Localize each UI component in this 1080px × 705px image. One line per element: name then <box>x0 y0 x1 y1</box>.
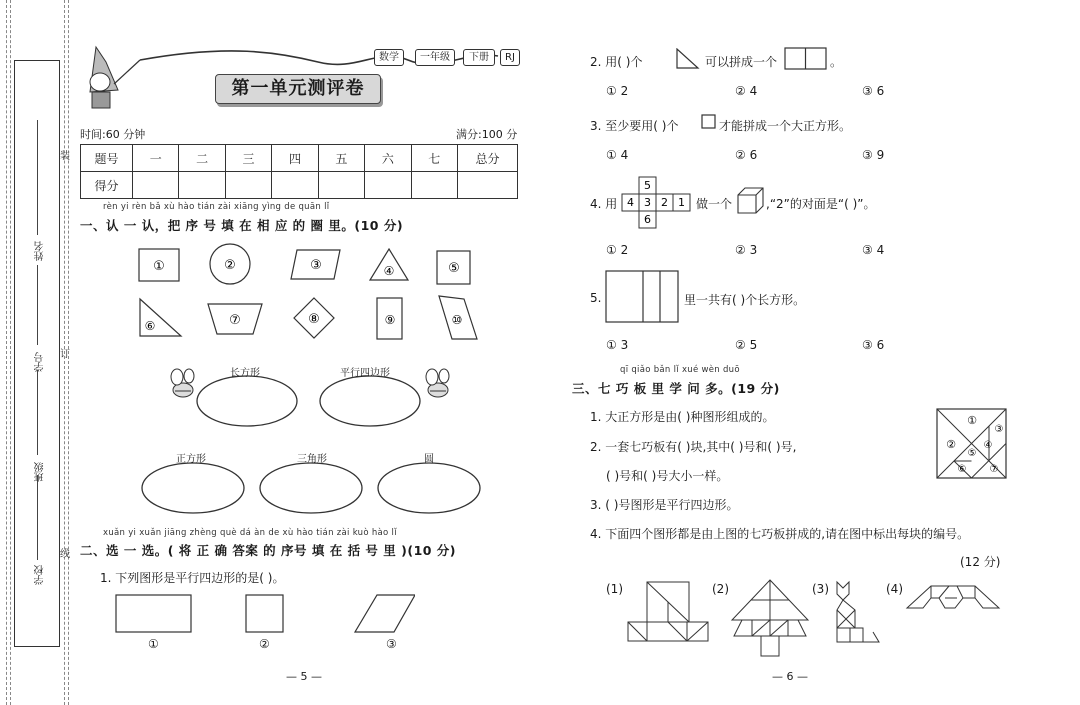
score-table-score-row <box>81 172 518 199</box>
q2-option: ① 2 <box>606 84 629 98</box>
table-cell: 五 <box>318 145 364 172</box>
score-table <box>80 144 518 199</box>
question-3-2a: 2. 一套七巧板有( )块,其中( )号和( )号, <box>590 440 797 454</box>
q4-option: ② 3 <box>735 243 758 257</box>
section2-title: 二、选 一 选。( 将 正 确 答案 的 序号 填 在 括 号 里 )(10 分) <box>80 543 457 558</box>
q1-option: ① <box>148 637 159 651</box>
page-number-left: — 5 — <box>286 670 322 683</box>
score-cell[interactable] <box>272 172 318 199</box>
grade-tag: 一年级 <box>415 49 455 66</box>
svg-text:④: ④ <box>983 440 993 451</box>
svg-text:④: ④ <box>383 264 395 278</box>
svg-text:③: ③ <box>310 258 322 273</box>
q5-option: ① 3 <box>606 338 629 352</box>
page-number-right: — 6 — <box>772 670 808 683</box>
svg-text:⑦: ⑦ <box>229 313 241 328</box>
svg-text:⑩: ⑩ <box>451 313 463 327</box>
question-3-4: 4. 下面四个图形都是由上图的七巧板拼成的,请在图中标出每块的编号。 <box>590 527 970 541</box>
figure-label: (2) <box>712 582 729 596</box>
oval-label-square: 正方形 <box>176 454 206 465</box>
question-2-3: 3. 至少要用( )个 <box>590 119 679 133</box>
edition-tag: RJ <box>500 49 520 66</box>
exam-time: 时间:60 分钟 <box>80 128 146 141</box>
score-cell[interactable] <box>318 172 364 199</box>
q5-option: ② 5 <box>735 338 758 352</box>
cut-mark: 线 <box>60 549 70 560</box>
question-2-5-number: 5. <box>590 291 602 305</box>
svg-text:3: 3 <box>644 196 651 209</box>
table-cell: 一 <box>133 145 179 172</box>
svg-text:③: ③ <box>994 424 1004 435</box>
double-square-icon <box>784 47 828 71</box>
page-title: 第一单元测评卷 <box>215 74 381 104</box>
shape-diamond <box>293 297 335 339</box>
full-score: 满分:100 分 <box>456 128 518 141</box>
tangram-square <box>936 408 1008 480</box>
svg-text:6: 6 <box>644 213 651 226</box>
svg-text:②: ② <box>946 438 956 451</box>
svg-text:⑤: ⑤ <box>448 261 460 276</box>
table-cell: 六 <box>365 145 411 172</box>
figure-label: (3) <box>812 582 829 596</box>
question-2-4-mid: 做一个 <box>696 197 733 211</box>
q3-option: ① 4 <box>606 148 629 162</box>
shape-trapezoid <box>207 303 263 335</box>
q5-option: ③ 6 <box>862 338 885 352</box>
cut-mark: 装 <box>60 151 70 162</box>
table-cell: 四 <box>272 145 318 172</box>
shape-slanted-quad <box>438 295 478 341</box>
subject-tag: 数学 <box>374 49 404 66</box>
question-2-2-end: 。 <box>830 55 843 69</box>
table-cell: 题号 <box>81 145 133 172</box>
svg-text:1: 1 <box>678 196 685 209</box>
score-cell[interactable] <box>225 172 271 199</box>
question-2-4-post: ,“2”的对面是“( )”。 <box>766 197 876 211</box>
question-2-3-post: 才能拼成一个大正方形。 <box>719 119 852 133</box>
tangram-figure-4 <box>905 582 1001 610</box>
section1-title: 一、认 一 认，把 序 号 填 在 相 应 的 圈 里。(10 分) <box>80 218 404 233</box>
student-id-label: 学号 <box>35 352 46 372</box>
section1-pinyin: rèn yi rèn bǎ xù hào tián zài xiāng yìng de quān lǐ <box>103 202 330 212</box>
table-cell: 二 <box>179 145 225 172</box>
question-2-1: 1. 下列图形是平行四边形的是( )。 <box>100 571 285 585</box>
triangle-piece-icon <box>676 48 700 70</box>
ovals-row-1 <box>165 365 485 445</box>
tangram-figure-2 <box>730 578 810 660</box>
cube-icon <box>737 187 765 215</box>
bee-icon <box>426 369 449 397</box>
section3-title: 三、七 巧 板 里 学 问 多。(19 分) <box>572 381 780 396</box>
oval-label-parallelogram: 平行四边形 <box>340 368 390 379</box>
q3-option: ② 6 <box>735 148 758 162</box>
score-cell[interactable] <box>411 172 457 199</box>
name-label: 姓名 <box>35 241 46 261</box>
svg-text:①: ① <box>153 259 165 274</box>
q2-option: ② 4 <box>735 84 758 98</box>
question-2-4-prefix: 4. 用 <box>590 197 618 211</box>
q3-option: ③ 9 <box>862 148 885 162</box>
table-cell: 三 <box>225 145 271 172</box>
small-square-icon <box>701 114 717 130</box>
q4-option: ① 2 <box>606 243 629 257</box>
tangram-figure-1 <box>627 580 709 644</box>
svg-text:⑤: ⑤ <box>967 448 977 459</box>
shape-right-triangle <box>139 298 183 338</box>
figure-label: (1) <box>606 582 623 596</box>
cube-net <box>621 176 693 230</box>
oval-label-rectangle: 长方形 <box>230 368 260 379</box>
q1-option: ③ <box>386 637 397 651</box>
question-3-4-score: (12 分) <box>960 555 1001 569</box>
question-2-5: 里一共有( )个长方形。 <box>684 293 806 307</box>
svg-text:⑥: ⑥ <box>144 319 156 333</box>
svg-text:②: ② <box>224 258 236 273</box>
question-3-2b: ( )号和( )号大小一样。 <box>606 469 729 483</box>
volume-tag: 下册 <box>463 49 495 66</box>
question-3-3: 3. ( )号图形是平行四边形。 <box>590 498 739 512</box>
table-cell: 七 <box>411 145 457 172</box>
score-cell[interactable] <box>179 172 225 199</box>
rectangles-figure <box>605 270 680 324</box>
section2-pinyin: xuǎn yi xuǎn jiāng zhèng què dá àn de xù hào tián zài kuò hào lǐ <box>103 528 397 538</box>
bee-icon <box>171 369 194 397</box>
oval-label-triangle: 三角形 <box>297 454 327 465</box>
score-cell[interactable] <box>365 172 411 199</box>
svg-text:⑨: ⑨ <box>384 313 396 327</box>
figure-label: (4) <box>886 582 903 596</box>
table-cell: 总分 <box>458 145 518 172</box>
question-2-2-prefix: 2. 用( )个 <box>590 55 643 69</box>
svg-text:⑧: ⑧ <box>308 312 320 327</box>
question-3-1: 1. 大正方形是由( )种图形组成的。 <box>590 410 775 424</box>
cut-mark: 订 <box>60 349 70 360</box>
tangram-figure-3 <box>833 580 883 646</box>
score-cell[interactable] <box>133 172 179 199</box>
q1-option: ② <box>259 637 270 651</box>
class-label: 班级 <box>35 462 46 482</box>
shape-triangle <box>369 248 409 282</box>
score-table-header-row <box>81 145 518 172</box>
shape-square <box>436 250 472 286</box>
svg-text:2: 2 <box>661 196 668 209</box>
svg-text:⑦: ⑦ <box>989 464 999 475</box>
svg-text:⑥: ⑥ <box>957 464 967 475</box>
section3-pinyin: qī qiǎo bǎn lǐ xué wèn duō <box>620 365 740 375</box>
svg-text:5: 5 <box>644 179 651 192</box>
question-2-2-mid: 可以拼成一个 <box>705 55 778 69</box>
score-cell[interactable] <box>458 172 518 199</box>
shape-tall-rectangle <box>376 297 404 341</box>
svg-text:4: 4 <box>627 196 634 209</box>
q1-figures <box>115 594 415 634</box>
shape-parallelogram <box>291 249 341 281</box>
q2-option: ③ 6 <box>862 84 885 98</box>
ovals-row-2 <box>140 460 485 516</box>
oval-label-circle: 圆 <box>424 454 434 465</box>
q4-option: ③ 4 <box>862 243 885 257</box>
table-cell: 得分 <box>81 172 133 199</box>
shape-rectangle <box>138 248 180 284</box>
svg-text:①: ① <box>967 414 977 427</box>
school-label: 学校 <box>35 565 46 585</box>
shape-circle <box>209 243 251 285</box>
